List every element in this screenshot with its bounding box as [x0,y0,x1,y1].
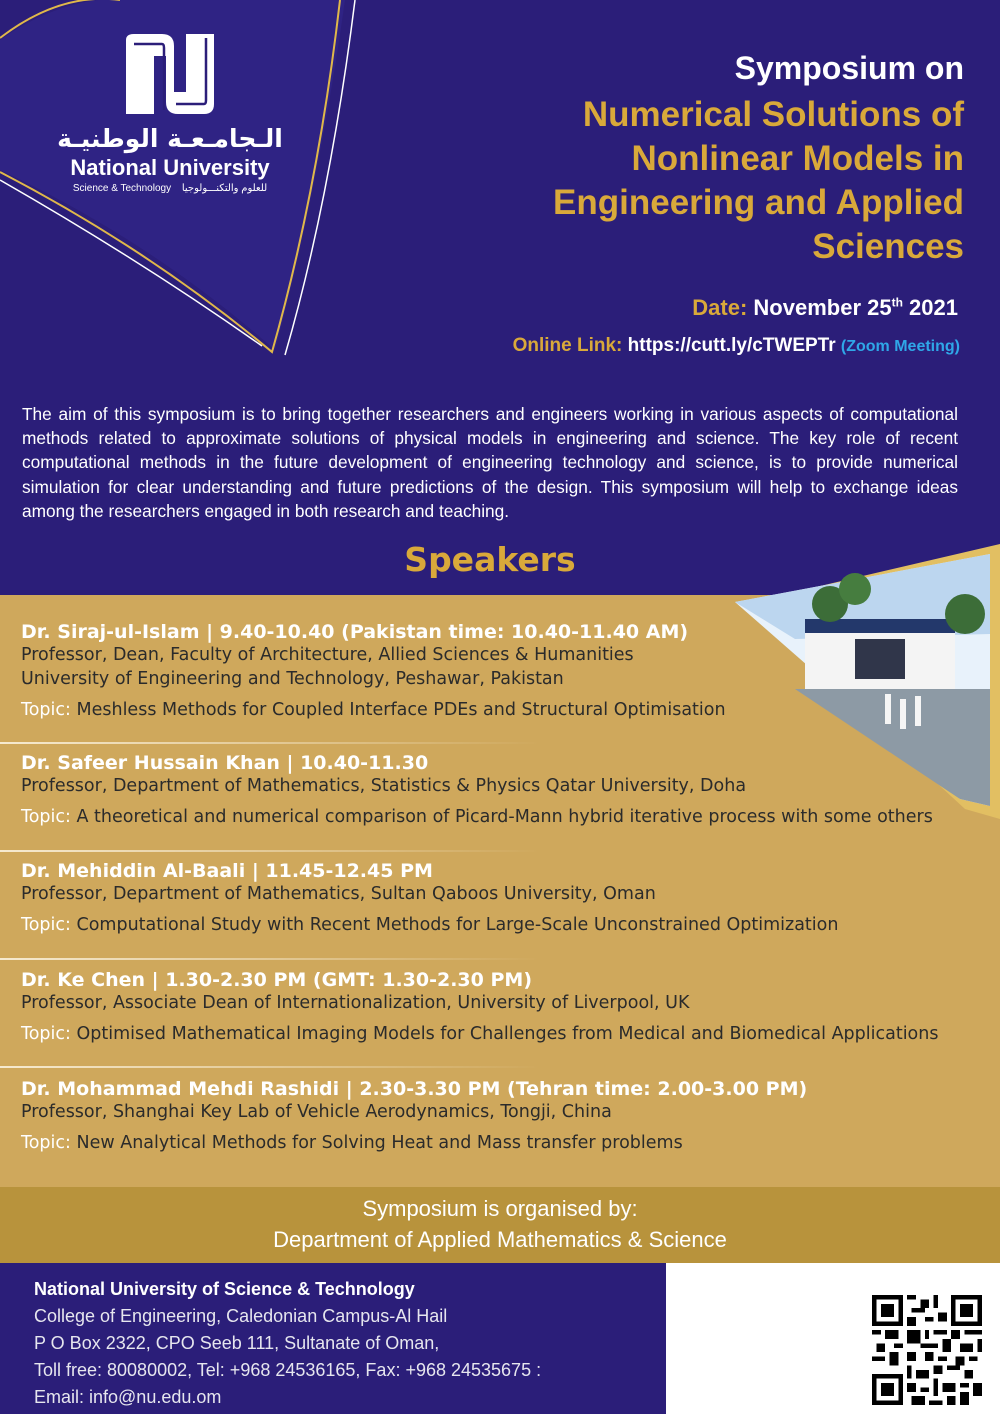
topic-text: Optimised Mathematical Imaging Models for Challenges from Medical and Biomedical Applications [76,1024,939,1044]
topic-label: Topic: [21,915,71,935]
speakers-heading: Speakers [404,540,576,579]
topic-text: A theoretical and numerical comparison of Picard-Mann hybrid iterative process with some others [76,807,933,827]
qr-code-icon[interactable] [872,1295,982,1405]
logo-arabic-name: الـجامـعـة الوطنيـة [57,124,283,153]
separator [0,1066,540,1068]
separator [0,742,540,744]
online-link [513,335,960,357]
link-label: Online Link: [512,335,623,356]
date-year: 2021 [902,295,958,320]
speaker-1 [21,621,726,720]
speaker-topic [21,1133,807,1153]
topic-text: Meshless Methods for Coupled Interface PDEs and Structural Optimisation [76,700,726,720]
footer-line-3: Toll free: 80080002, Tel: +968 24536165, Fax: +968 24535675 : [34,1360,542,1380]
speaker-topic [21,1024,938,1044]
topic-label: Topic: [21,1024,71,1044]
event-date [692,295,958,321]
topic-text: New Analytical Methods for Solving Heat and Mass transfer problems [76,1133,683,1153]
contact-address [34,1276,541,1411]
speaker-topic [21,807,933,827]
separator [0,958,540,960]
link-url[interactable]: https://cutt.ly/cTWEPTr [627,335,836,356]
nu-logo-icon [122,30,218,118]
organiser-line-2: Department of Applied Mathematics & Science [273,1227,727,1252]
speaker-name: Dr. Mehiddin Al-Baali | 11.45-12.45 PM [21,860,433,882]
speaker-2 [21,752,933,827]
title-line-1: Symposium on [734,50,964,86]
speaker-role: Professor, Department of Mathematics, Sultan Qaboos University, Oman [21,884,656,904]
logo-english-name: National University [70,155,270,180]
speaker-4 [21,969,938,1044]
speaker-name: Dr. Siraj-ul-Islam | 9.40-10.40 (Pakistan time: 10.40-11.40 AM) [21,621,689,643]
speaker-name: Dr. Mohammad Mehdi Rashidi | 2.30-3.30 PM (Tehran time: 2.00-3.00 PM) [21,1078,808,1100]
footer-line-2: P O Box 2322, CPO Seeb 111, Sultanate of Oman, [34,1333,440,1353]
speaker-topic [21,915,838,935]
university-logo [40,30,300,194]
topic-label: Topic: [21,1133,71,1153]
speaker-name: Dr. Safeer Hussain Khan | 10.40-11.30 [21,752,429,774]
speaker-topic [21,700,726,720]
organiser-banner [0,1187,1000,1263]
footer-institution: National University of Science & Technology [34,1279,415,1299]
footer-line-1: College of Engineering, Caledonian Campus-Al Hail [34,1306,448,1326]
speaker-3 [21,860,838,935]
speaker-role: Professor, Dean, Faculty of Architecture, Allied Sciences & Humanities [21,645,634,665]
date-prefix: November 25 [753,295,892,320]
link-note: (Zoom Meeting) [840,338,960,355]
logo-subtitle-ar: للعلوم والتكنـــولوجيا [181,183,268,194]
title-main: Numerical Solutions of Nonlinear Models in Engineering and Applied Sciences [553,95,964,266]
speaker-role: Professor, Associate Dean of Internationalization, University of Liverpool, UK [21,993,690,1013]
logo-subtitle [40,183,300,194]
topic-label: Topic: [21,807,71,827]
date-label: Date: [692,295,748,320]
speaker-name: Dr. Ke Chen | 1.30-2.30 PM (GMT: 1.30-2.30 PM) [21,969,533,991]
intro-paragraph: The aim of this symposium is to bring together researchers and engineers working in various aspects of computational methods related to approximate solutions of physical models in engineering and science. The key role of recent computational methods in the future development of engineering technology and science, is to provide numerical simulation for clear understanding and future predictions of the design. This symposium will help to exchange ideas among the researchers engaged in both research and teaching. [22,404,958,521]
logo-subtitle-en: Science & Technology [72,183,172,194]
speaker-role: Professor, Department of Mathematics, Statistics & Physics Qatar University, Doha [21,776,747,796]
date-suffix: th [891,295,903,310]
separator [0,850,540,852]
topic-label: Topic: [21,700,71,720]
header-section [0,0,1000,595]
speaker-role: Professor, Shanghai Key Lab of Vehicle Aerodynamics, Tongji, China [21,1102,612,1122]
footer-email[interactable]: Email: info@nu.edu.om [34,1387,222,1407]
organiser-line-1: Symposium is organised by: [362,1196,638,1221]
topic-text: Computational Study with Recent Methods for Large-Scale Unconstrained Optimization [76,915,839,935]
speaker-role-2: University of Engineering and Technology, Peshawar, Pakistan [21,669,564,689]
speaker-5 [21,1078,807,1153]
